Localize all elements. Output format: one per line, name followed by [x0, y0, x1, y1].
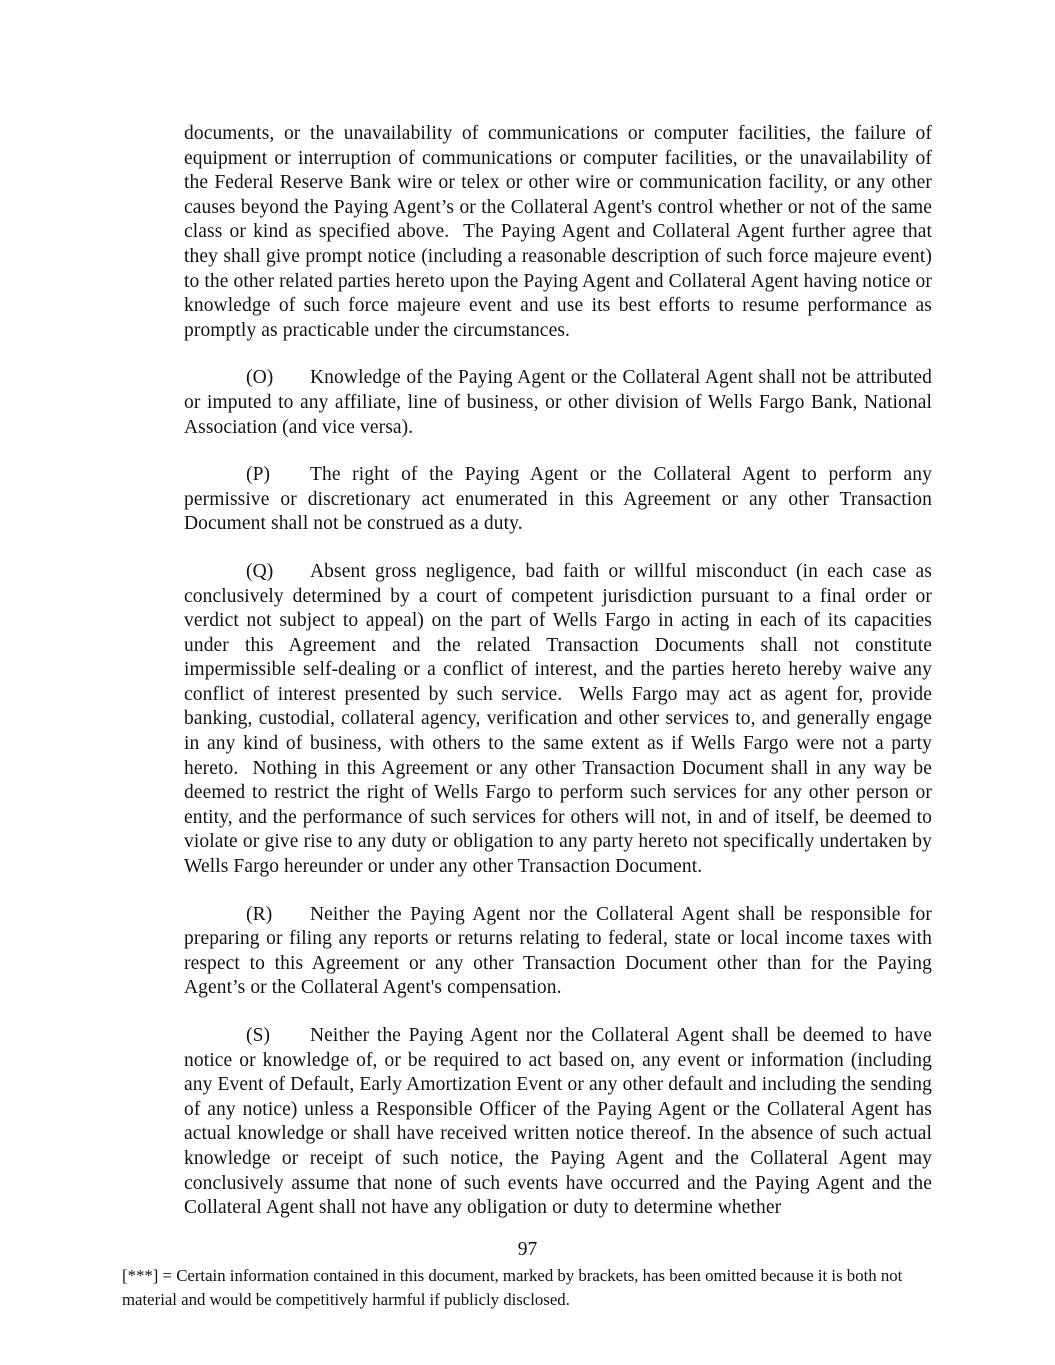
paragraph-label: (Q): [246, 560, 274, 582]
footnote: [***] = Certain information contained in this document, marked by brackets, has been omitted because it is both not material and would be competitively harmful if publicly disclosed.: [122, 1266, 903, 1309]
page-number: 97: [517, 1239, 538, 1260]
document-body: [184, 122, 932, 1244]
paragraph-O: [184, 366, 932, 440]
paragraph-label: (P): [246, 464, 271, 486]
paragraph-S: [184, 1024, 932, 1221]
paragraph-text: The right of the Paying Agent or the Collateral Agent to perform any permissive or discretionary act enumerated in this Agreement or any other Transaction Document shall not be construed as a duty.: [184, 464, 932, 535]
paragraph-label: (O): [246, 367, 274, 389]
paragraph-continuation: [184, 122, 932, 343]
paragraph-label: (R): [246, 903, 273, 925]
paragraph-text: Knowledge of the Paying Agent or the Collateral Agent shall not be attributed or imputed to any affiliate, line of business, or other division of Wells Fargo Bank, National Association (and vice versa).: [184, 367, 932, 438]
paragraph-Q: [184, 560, 932, 880]
paragraph-label: (S): [246, 1025, 271, 1046]
paragraph-text: documents, or the unavailability of communications or computer facilities, the failure of equipment or interruption of communications or computer facilities, or the unavailability of the Federal Reserve Bank wire or telex or other wire or communication facility, or any other causes beyond the Paying Agent’s or the Collateral Agent's control whether or not of the same class or kind as specified above. The Paying Agent and Collateral Agent further agree that they shall give prompt notice (including a reasonable description of such force majeure event) to the other related parties hereto upon the Paying Agent and Collateral Agent having notice or knowledge of such force majeure event and use its best efforts to resume performance as promptly as practicable under the circumstances.: [184, 123, 932, 341]
paragraph-R: [184, 903, 932, 1001]
paragraph-P: [184, 463, 932, 537]
paragraph-text: Absent gross negligence, bad faith or willful misconduct (in each case as conclusively determined by a court of competent jurisdiction pursuant to a final order or verdict not subject to appeal) on the part of Wells Fargo in acting in each of its capacities under this Agreement and the related Transaction Documents shall not constitute impermissible self-dealing or a conflict of interest, and the parties hereto hereby waive any conflict of interest presented by such service. Wells Fargo may act as agent for, provide banking, custodial, collateral agency, verification and other services to, and generally engage in any kind of business, with others to the same extent as if Wells Fargo were not a party hereto. Nothing in this Agreement or any other Transaction Document shall in any way be deemed to restrict the right of Wells Fargo to perform such services for any other person or entity, and the performance of such services for others will not, in and of itself, be deemed to violate or give rise to any duty or obligation to any party hereto not specifically undertaken by Wells Fargo hereunder or under any other Transaction Document.: [184, 560, 932, 878]
paragraph-text: Neither the Paying Agent nor the Collateral Agent shall be deemed to have notice or knowledge of, or be required to act based on, any event or information (including any Event of Default, Early Amortization Event or any other default and including the sending of any notice) unless a Responsible Officer of the Paying Agent or the Collateral Agent has actual knowledge or shall have received written notice thereof. In the absence of such actual knowledge or receipt of such notice, the Paying Agent and the Collateral Agent may conclusively assume that none of such events have occurred and the Paying Agent and the Collateral Agent shall not have any obligation or duty to determine whether: [184, 1025, 932, 1219]
paragraph-text: Neither the Paying Agent nor the Collateral Agent shall be responsible for preparing or filing any reports or returns relating to federal, state or local income taxes with respect to this Agreement or any other Transaction Document other than for the Paying Agent’s or the Collateral Agent's compensation.: [184, 903, 932, 999]
